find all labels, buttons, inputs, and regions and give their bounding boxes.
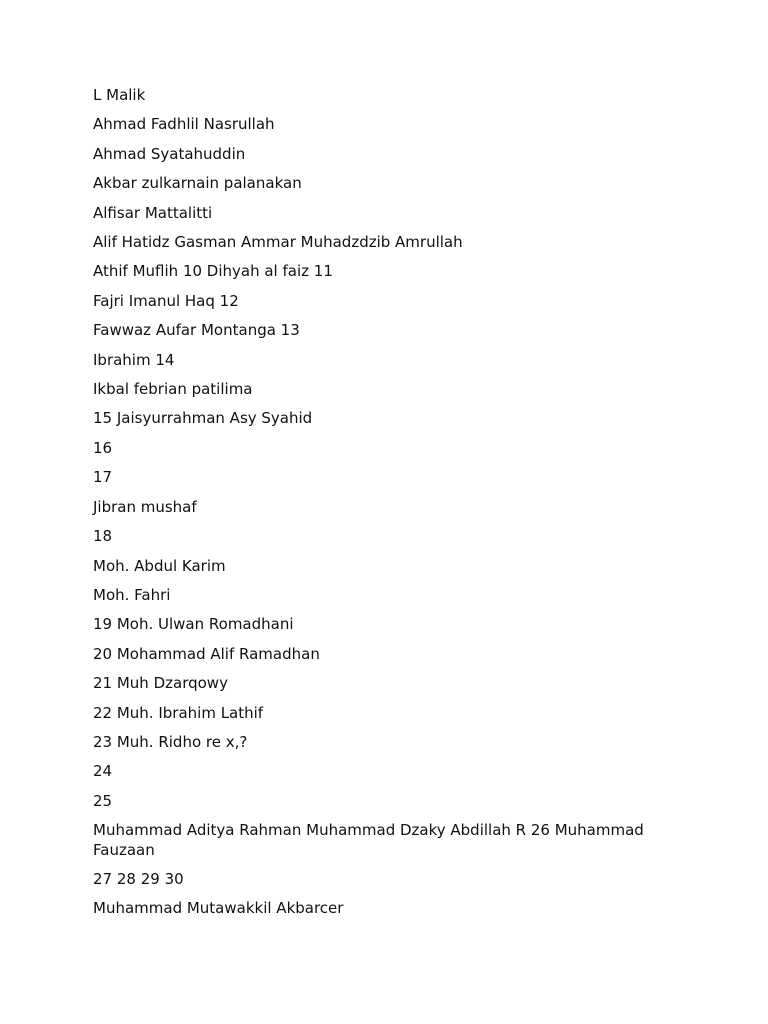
list-line: 21 Muh Dzarqowy (93, 674, 228, 693)
list-line: 24 (93, 762, 113, 781)
name-list (93, 86, 683, 929)
list-line: 17 (93, 468, 113, 487)
list-line: Fajri Imanul Haq 12 (93, 291, 239, 310)
list-line: Alfisar Mattalitti (93, 203, 213, 222)
list-line: Ikbal febrian patilima (93, 380, 253, 399)
list-line: 15 Jaisyurrahman Asy Syahid (93, 409, 313, 428)
list-line: 20 Mohammad Alif Ramadhan (93, 644, 320, 663)
list-line: Muhammad Mutawakkil Akbarcer (93, 899, 344, 918)
list-line: 19 Moh. Ulwan Romadhani (93, 615, 294, 634)
list-line: 16 (93, 438, 113, 457)
list-line: 25 (93, 791, 113, 810)
list-line: Fawwaz Aufar Montanga 13 (93, 321, 300, 340)
list-line: 22 Muh. Ibrahim Lathif (93, 703, 264, 722)
list-line: 18 (93, 527, 113, 546)
list-line: Athif Muflih 10 Dihyah al faiz 11 (93, 262, 333, 281)
list-line: 23 Muh. Ridho re x,? (93, 732, 248, 751)
list-line: 27 28 29 30 (93, 869, 184, 888)
list-line: L Malik (93, 86, 146, 104)
list-line: Ibrahim 14 (93, 350, 175, 369)
list-line: Akbar zulkarnain palanakan (93, 174, 302, 193)
list-line: Ahmad Fadhlil Nasrullah (93, 115, 275, 134)
list-line: Alif Hatidz Gasman Ammar Muhadzdzib Amrullah (93, 233, 463, 252)
list-line: Moh. Fahri (93, 585, 171, 604)
list-line: Muhammad Aditya Rahman Muhammad Dzaky Abdillah R 26 Muhammad Fauzaan (93, 821, 644, 859)
list-line: Moh. Abdul Karim (93, 556, 226, 575)
list-line: Jibran mushaf (93, 497, 197, 516)
list-line: Ahmad Syatahuddin (93, 144, 246, 163)
